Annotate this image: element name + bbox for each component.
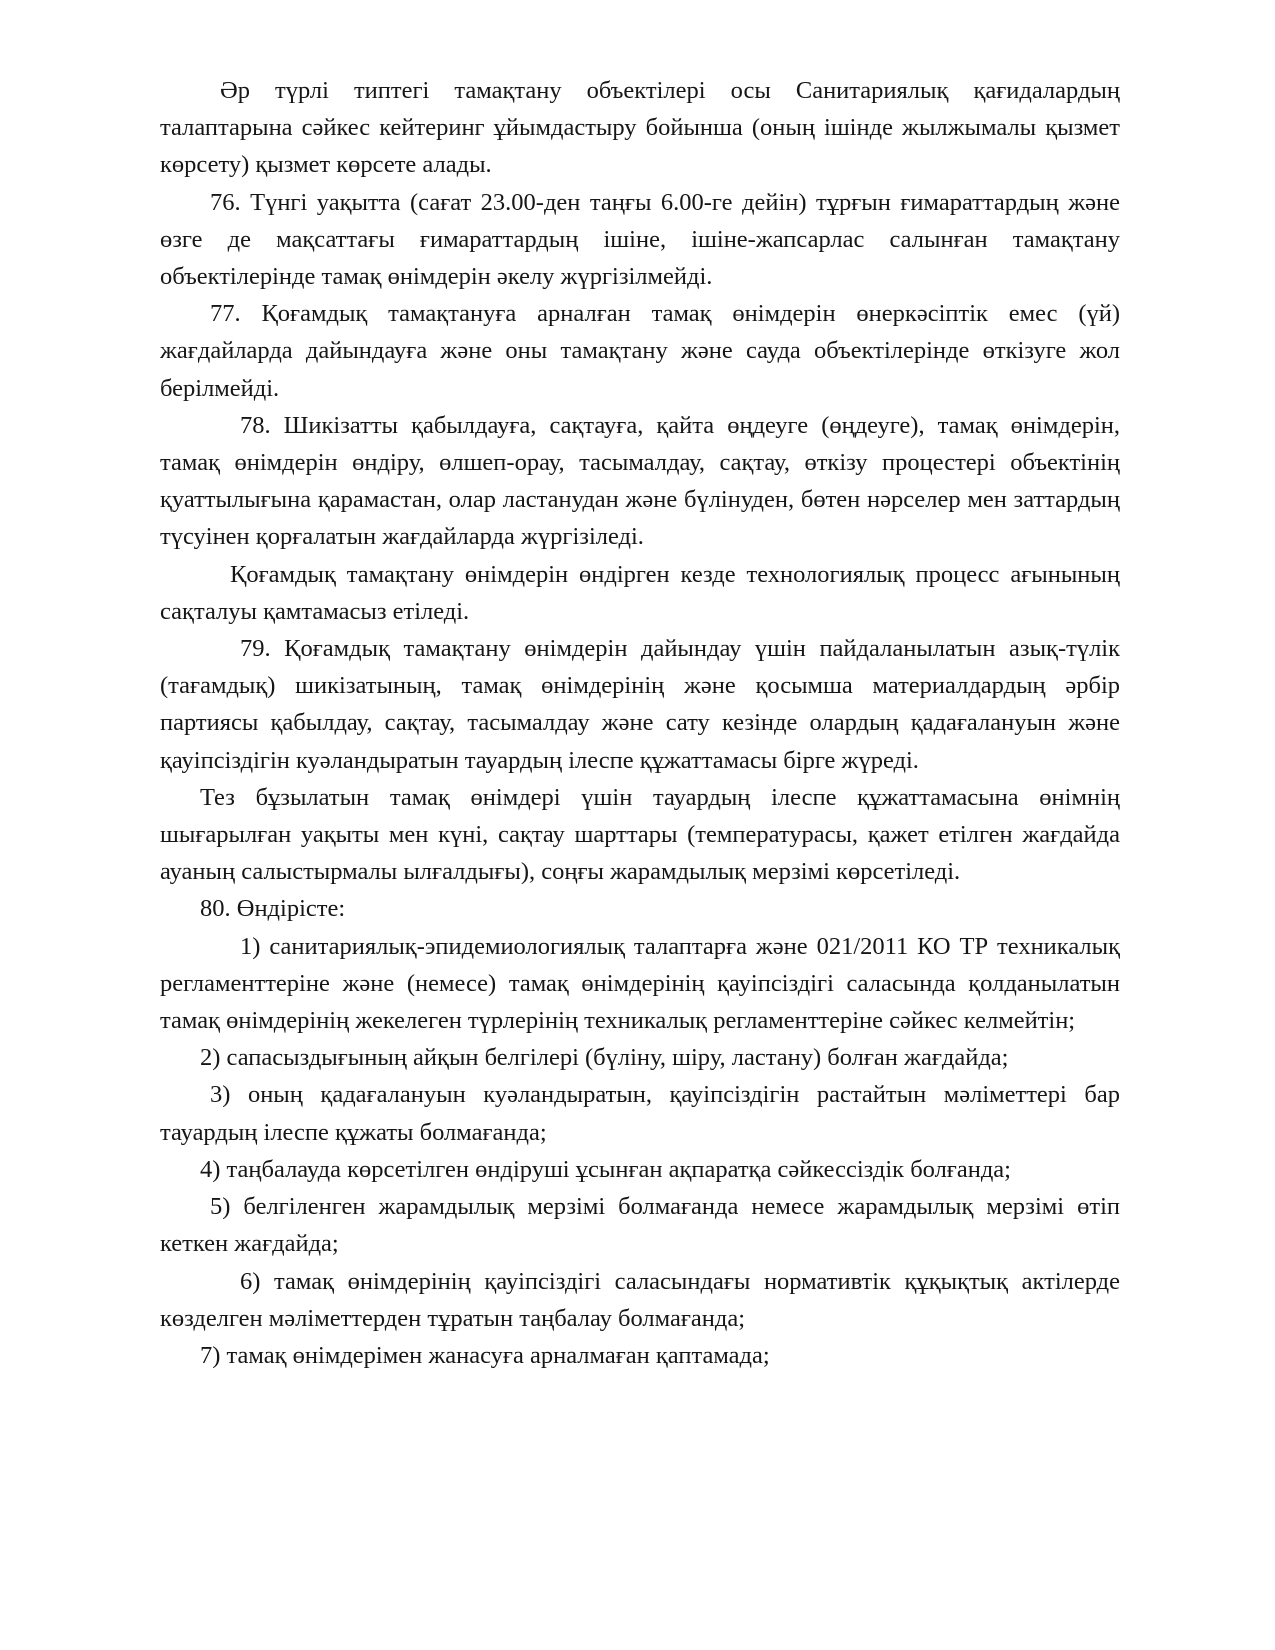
list-item-3: 3) оның қадағалануын куәландыратын, қауіпсіздігін растайтын мәліметтері бар тауардың ілеспе құжаты болмағанда; [160, 1081, 1120, 1146]
document-page [160, 72, 1120, 1374]
list-item-7: 7) тамақ өнімдерімен жанасуға арналмаған қаптамада; [200, 1341, 770, 1369]
paragraph-perishable-goods: Тез бұзылатын тамақ өнімдері үшін тауардың ілеспе құжаттамасына өнімнің шығарылған уақыты мен күні, сақтау шарттары (температурасы, қажет етілген жағдайда ауаның салыстырмалы ылғалдығы), соңғы жарамдылық мерзімі көрсетіледі. [160, 783, 1120, 886]
paragraph-77: 77. Қоғамдық тамақтануға арналған тамақ өнімдерін өнеркәсіптік емес (үй) жағдайларда дайындауға және оны тамақтану және сауда объектілерінде өткізуге жол берілмейді. [160, 300, 1120, 402]
list-item-5: 5) белгіленген жарамдылық мерзімі болмағанда немесе жарамдылық мерзімі өтіп кеткен жағдайда; [160, 1193, 1120, 1258]
paragraph-79: 79. Қоғамдық тамақтану өнімдерін дайындау үшін пайдаланылатын азық-түлік (тағамдық) шикізатының, тамақ өнімдерінің және қосымша материалдардың әрбір партиясы қабылдау, сақтау, тасымалдау және сату кезінде олардың қадағалануын және қауіпсіздігін куәландыратын тауардың ілеспе құжаттамасы бірге жүреді. [160, 635, 1120, 774]
paragraph-78: 78. Шикізатты қабылдауға, сақтауға, қайта өңдеуге (өңдеуге), тамақ өнімдерін, тамақ өнімдерін өндіру, өлшеп-орау, тасымалдау, сақтау, өткізу процестері объектінің қуаттылығына қарамастан, олар ластанудан және бүлінуден, бөтен нәрселер мен заттардың түсуінен қорғалатын жағдайларда жүргізіледі. [160, 411, 1120, 551]
paragraph-technological-process: Қоғамдық тамақтану өнімдерін өндірген кезде технологиялық процесс ағынының сақталуы қамтамасыз етіледі. [160, 560, 1120, 625]
list-item-6: 6) тамақ өнімдерінің қауіпсіздігі саласындағы нормативтік құқықтық актілерде көзделген мәліметтерден тұратын таңбалау болмағанда; [160, 1267, 1120, 1332]
paragraph-catering: Әр түрлі типтегі тамақтану объектілері осы Санитариялық қағидалардың талаптарына сәйкес кейтеринг ұйымдастыру бойынша (оның ішінде жылжымалы қызмет көрсету) қызмет көрсете алады. [160, 77, 1120, 179]
list-item-1: 1) санитариялық-эпидемиологиялық талаптарға және 021/2011 КО ТР техникалық регламенттеріне және (немесе) тамақ өнімдерінің қауіпсіздігі саласында қолданылатын тамақ өнімдерінің жекелеген түрлерінің техникалық регламенттеріне сәйкес келмейтін; [160, 932, 1120, 1035]
paragraph-76: 76. Түнгі уақытта (сағат 23.00-ден таңғы 6.00-ге дейін) тұрғын ғимараттардың және өзге де мақсаттағы ғимараттардың ішіне, ішіне-жапсарлас салынған тамақтану объектілерінде тамақ өнімдерін әкелу жүргізілмейді. [160, 188, 1120, 291]
paragraph-80-heading: 80. Өндірісте: [200, 895, 346, 923]
list-item-2: 2) сапасыздығының айқын белгілері (бүліну, шіру, ластану) болған жағдайда; [200, 1044, 1009, 1072]
list-item-4: 4) таңбалауда көрсетілген өндіруші ұсынған ақпаратқа сәйкессіздік болғанда; [200, 1155, 1011, 1183]
